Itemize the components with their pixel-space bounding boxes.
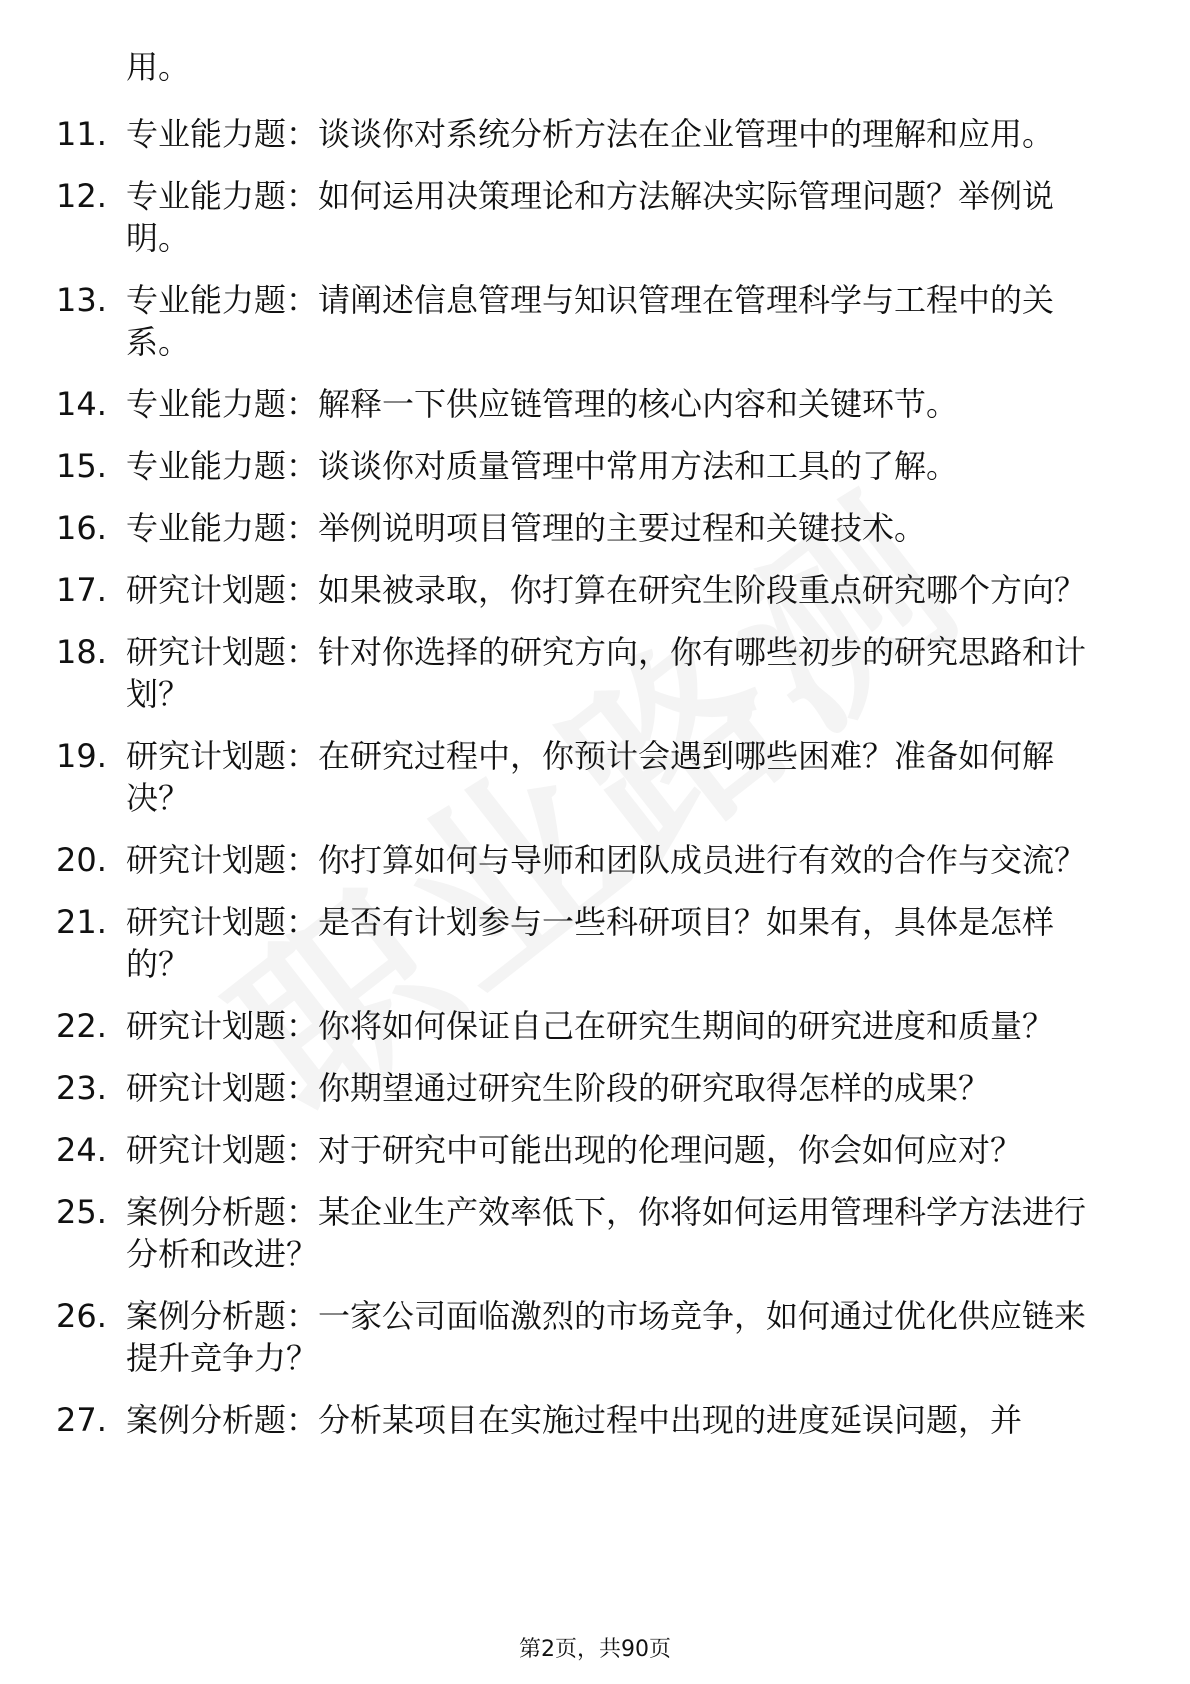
question-item	[0, 735, 1190, 819]
question-number: 13.	[56, 281, 107, 319]
question-body	[126, 175, 1106, 259]
question-body	[126, 735, 1106, 819]
question-item	[0, 839, 1190, 881]
question-text: 谈谈你对系统分析方法在企业管理中的理解和应用。	[318, 115, 1055, 153]
question-text: 你将如何保证自己在研究生期间的研究进度和质量？	[318, 1007, 1055, 1045]
question-number: 20.	[56, 841, 107, 879]
question-category: 研究计划题：	[126, 1007, 319, 1045]
question-number: 22.	[56, 1007, 107, 1045]
question-body	[126, 507, 1106, 549]
question-body	[126, 631, 1106, 715]
question-number: 12.	[56, 177, 107, 215]
question-body	[126, 1191, 1106, 1275]
question-list	[0, 113, 1190, 1461]
question-category: 案例分析题：	[126, 1297, 319, 1335]
question-category: 研究计划题：	[126, 841, 319, 879]
question-item	[0, 1005, 1190, 1047]
question-category: 专业能力题：	[126, 281, 319, 319]
question-text: 是否有计划参与一些科研项目？如果有，具体是怎样的？	[126, 903, 1055, 983]
question-body	[126, 279, 1106, 363]
question-item	[0, 1067, 1190, 1109]
question-text: 如何运用决策理论和方法解决实际管理问题？举例说明。	[126, 177, 1055, 257]
question-item	[0, 383, 1190, 425]
question-item	[0, 569, 1190, 611]
question-body	[126, 1129, 1106, 1171]
question-number: 19.	[56, 737, 107, 775]
question-item	[0, 175, 1190, 259]
question-number: 18.	[56, 633, 107, 671]
question-number: 27.	[56, 1401, 107, 1439]
question-category: 研究计划题：	[126, 1131, 319, 1169]
question-number: 14.	[56, 385, 107, 423]
question-body	[126, 445, 1106, 487]
question-body	[126, 901, 1106, 985]
question-text: 解释一下供应链管理的核心内容和关键环节。	[318, 385, 959, 423]
question-body	[126, 839, 1106, 881]
question-body	[126, 383, 1106, 425]
question-category: 研究计划题：	[126, 1069, 319, 1107]
question-category: 专业能力题：	[126, 447, 319, 485]
question-category: 研究计划题：	[126, 737, 319, 775]
question-body	[126, 1295, 1106, 1379]
question-category: 专业能力题：	[126, 385, 319, 423]
question-number: 16.	[56, 509, 107, 547]
question-text: 在研究过程中，你预计会遇到哪些困难？准备如何解决？	[126, 737, 1055, 817]
page-footer: 第2页，共90页	[519, 1637, 671, 1662]
question-number: 25.	[56, 1193, 107, 1231]
question-item	[0, 445, 1190, 487]
question-category: 专业能力题：	[126, 177, 319, 215]
question-number: 23.	[56, 1069, 107, 1107]
question-category: 案例分析题：	[126, 1401, 319, 1439]
question-item	[0, 507, 1190, 549]
question-category: 案例分析题：	[126, 1193, 319, 1231]
question-text: 谈谈你对质量管理中常用方法和工具的了解。	[318, 447, 959, 485]
question-item	[0, 113, 1190, 155]
question-item	[0, 1295, 1190, 1379]
question-text: 举例说明项目管理的主要过程和关键技术。	[318, 509, 927, 547]
question-category: 研究计划题：	[126, 633, 319, 671]
question-text: 你打算如何与导师和团队成员进行有效的合作与交流？	[318, 841, 1087, 879]
continuation-line: 用。	[126, 48, 191, 86]
question-number: 11.	[56, 115, 107, 153]
question-text: 某企业生产效率低下，你将如何运用管理科学方法进行分析和改进？	[126, 1193, 1087, 1273]
question-number: 17.	[56, 571, 107, 609]
question-item	[0, 1191, 1190, 1275]
question-text: 针对你选择的研究方向，你有哪些初步的研究思路和计划？	[126, 633, 1087, 713]
question-item	[0, 279, 1190, 363]
question-text: 分析某项目在实施过程中出现的进度延误问题，并	[318, 1401, 1023, 1439]
question-body	[126, 1399, 1106, 1441]
question-text: 一家公司面临激烈的市场竞争，如何通过优化供应链来提升竞争力？	[126, 1297, 1087, 1377]
question-text: 请阐述信息管理与知识管理在管理科学与工程中的关系。	[126, 281, 1055, 361]
question-body	[126, 569, 1106, 611]
question-text: 如果被录取，你打算在研究生阶段重点研究哪个方向？	[318, 571, 1087, 609]
question-category: 专业能力题：	[126, 509, 319, 547]
question-category: 专业能力题：	[126, 115, 319, 153]
question-number: 21.	[56, 903, 107, 941]
question-number: 26.	[56, 1297, 107, 1335]
question-body	[126, 1005, 1106, 1047]
question-body	[126, 113, 1106, 155]
question-item	[0, 1129, 1190, 1171]
question-body	[126, 1067, 1106, 1109]
question-item	[0, 1399, 1190, 1441]
question-text: 你期望通过研究生阶段的研究取得怎样的成果？	[318, 1069, 991, 1107]
question-item	[0, 901, 1190, 985]
question-category: 研究计划题：	[126, 903, 319, 941]
question-item	[0, 631, 1190, 715]
question-number: 15.	[56, 447, 107, 485]
question-category: 研究计划题：	[126, 571, 319, 609]
question-number: 24.	[56, 1131, 107, 1169]
question-text: 对于研究中可能出现的伦理问题，你会如何应对？	[318, 1131, 1023, 1169]
